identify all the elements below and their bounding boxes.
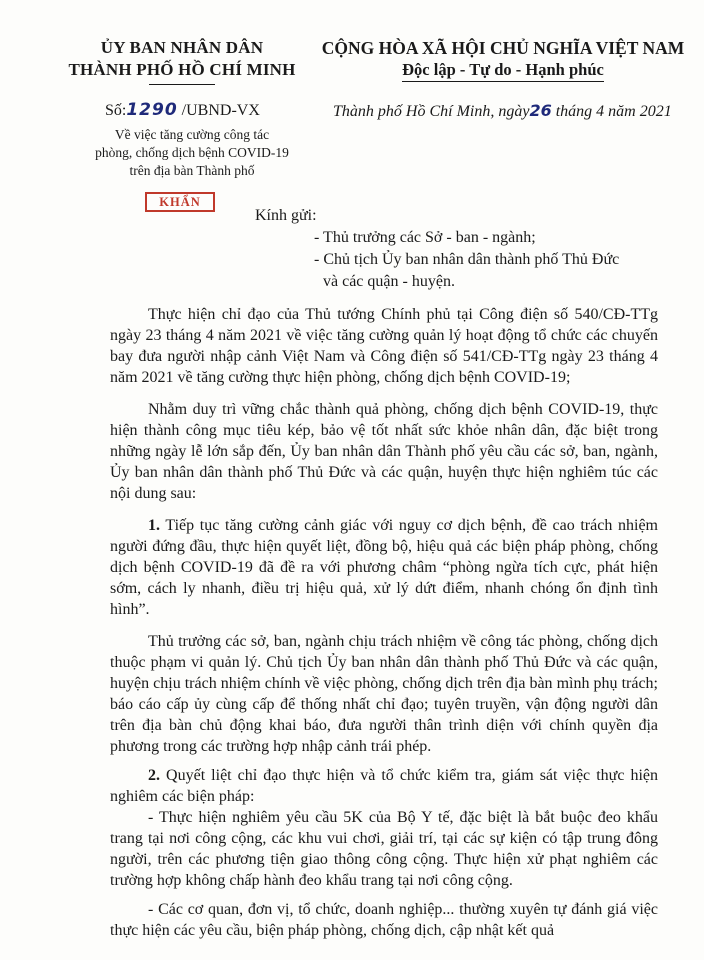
- place-date-suffix: tháng 4 năm 2021: [551, 103, 672, 120]
- item-1-number: 1.: [148, 517, 160, 534]
- agency-name-line2: THÀNH PHỐ HỒ CHÍ MINH: [68, 60, 296, 79]
- document-number-handwritten: 1290: [126, 100, 178, 120]
- recipients-greeting: Kính gửi:: [255, 207, 317, 224]
- item-2-number: 2.: [148, 767, 160, 784]
- item-1-text: Tiếp tục tăng cường cảnh giác với nguy cơ dịch bệnh, đề cao trách nhiệm người đứng đầu, thực hiện quyết liệt, đồng bộ, hiệu quả các biện pháp phòng, chống dịch bệnh COVID-19 đã đề ra với phương châm “phòng ngừa tích cực, phát hiện sớm, cách ly nhanh, điều trị hiệu quả, xử lý dứt điểm, nhanh chóng ổn định tình hình”.: [110, 517, 658, 618]
- agency-name-line1: ỦY BAN NHÂN DÂN: [100, 38, 264, 57]
- recipient-1: - Thủ trưởng các Sở - ban - ngành;: [314, 229, 536, 246]
- item-2-text: Quyết liệt chỉ đạo thực hiện và tổ chức kiểm tra, giám sát việc thực hiện nghiêm các biện pháp:: [110, 767, 658, 805]
- national-heading: [318, 37, 688, 82]
- item-1: [110, 515, 658, 620]
- bullet-self-assessment: - Các cơ quan, đơn vị, tổ chức, doanh nghiệp... thường xuyên tự đánh giá việc thực hiện các yêu cầu, biện pháp phòng, chống dịch, cập nhật kết quả: [110, 901, 658, 939]
- document-number: [105, 100, 260, 121]
- place-and-date: [333, 101, 672, 122]
- document-number-suffix: /UBND-VX: [177, 102, 260, 119]
- national-title: CỘNG HÒA XÃ HỘI CHỦ NGHĨA VIỆT NAM: [321, 38, 685, 58]
- recipients-block: [255, 205, 695, 293]
- agency-underline: [149, 84, 215, 85]
- subject-line-2: phòng, chống dịch bệnh COVID-19: [95, 145, 289, 160]
- subject-line-3: trên địa bàn Thành phố: [129, 163, 255, 178]
- bullet-5k: - Thực hiện nghiêm yêu cầu 5K của Bộ Y tế, đặc biệt là bắt buộc đeo khẩu trang tại nơi công cộng, các khu vui chơi, giải trí, tại các sự kiện có tập trung đông người, trên các phương tiện giao thông công cộng. Thực hiện xử phạt nghiêm các trường hợp không chấp hành đeo khẩu trang tại nơi công cộng.: [110, 809, 658, 889]
- paragraph-legal-basis: Thực hiện chỉ đạo của Thủ tướng Chính phủ tại Công điện số 540/CĐ-TTg ngày 23 tháng 4 năm 2021 về việc tăng cường quản lý hoạt động tổ chức các chuyến bay đưa người nhập cảnh Việt Nam và Công điện số 541/CĐ-TTg ngày 23 tháng 4 năm 2021 về tăng cường thực hiện phòng, chống dịch bệnh COVID-19;: [110, 306, 658, 386]
- document-body: [110, 304, 658, 941]
- issuing-agency: [52, 37, 312, 85]
- paragraph-responsibility: Thủ trưởng các sở, ban, ngành chịu trách nhiệm về công tác phòng, chống dịch thuộc phạm vi quản lý. Chủ tịch Ủy ban nhân dân thành phố Thủ Đức và các quận, huyện chịu trách nhiệm chính về việc phòng, chống dịch trên địa bàn mình phụ trách; báo cáo cấp ủy cùng cấp để thống nhất chỉ đạo; tuyên truyền, vận động người dân trên địa bàn chủ động khai báo, đưa người thân trình diện với chính quyền địa phương trong các trường hợp nhập cảnh trái phép.: [110, 633, 658, 755]
- recipient-2: - Chủ tịch Ủy ban nhân dân thành phố Thủ Đức: [314, 251, 620, 268]
- date-day-handwritten: 26: [529, 101, 552, 120]
- document-subject: [62, 126, 322, 180]
- subject-line-1: Về việc tăng cường công tác: [114, 127, 270, 142]
- paragraph-purpose: Nhằm duy trì vững chắc thành quả phòng, chống dịch bệnh COVID-19, thực hiện thành công mục tiêu kép, bảo vệ tốt nhất sức khỏe nhân dân, đặc biệt trong những ngày lễ lớn sắp đến, Ủy ban nhân dân Thành phố yêu cầu các sở, ban, ngành, Ủy ban nhân dân thành phố Thủ Đức và các quận, huyện thực hiện nghiêm túc các nội dung sau:: [110, 401, 658, 502]
- urgent-stamp: KHẨN: [145, 192, 215, 212]
- place-date-prefix: Thành phố Hồ Chí Minh, ngày: [333, 103, 530, 120]
- recipient-2-continued: và các quận - huyện.: [323, 273, 455, 290]
- item-2: [110, 765, 658, 807]
- national-motto: Độc lập - Tự do - Hạnh phúc: [402, 59, 604, 82]
- document-number-prefix: Số:: [105, 102, 127, 119]
